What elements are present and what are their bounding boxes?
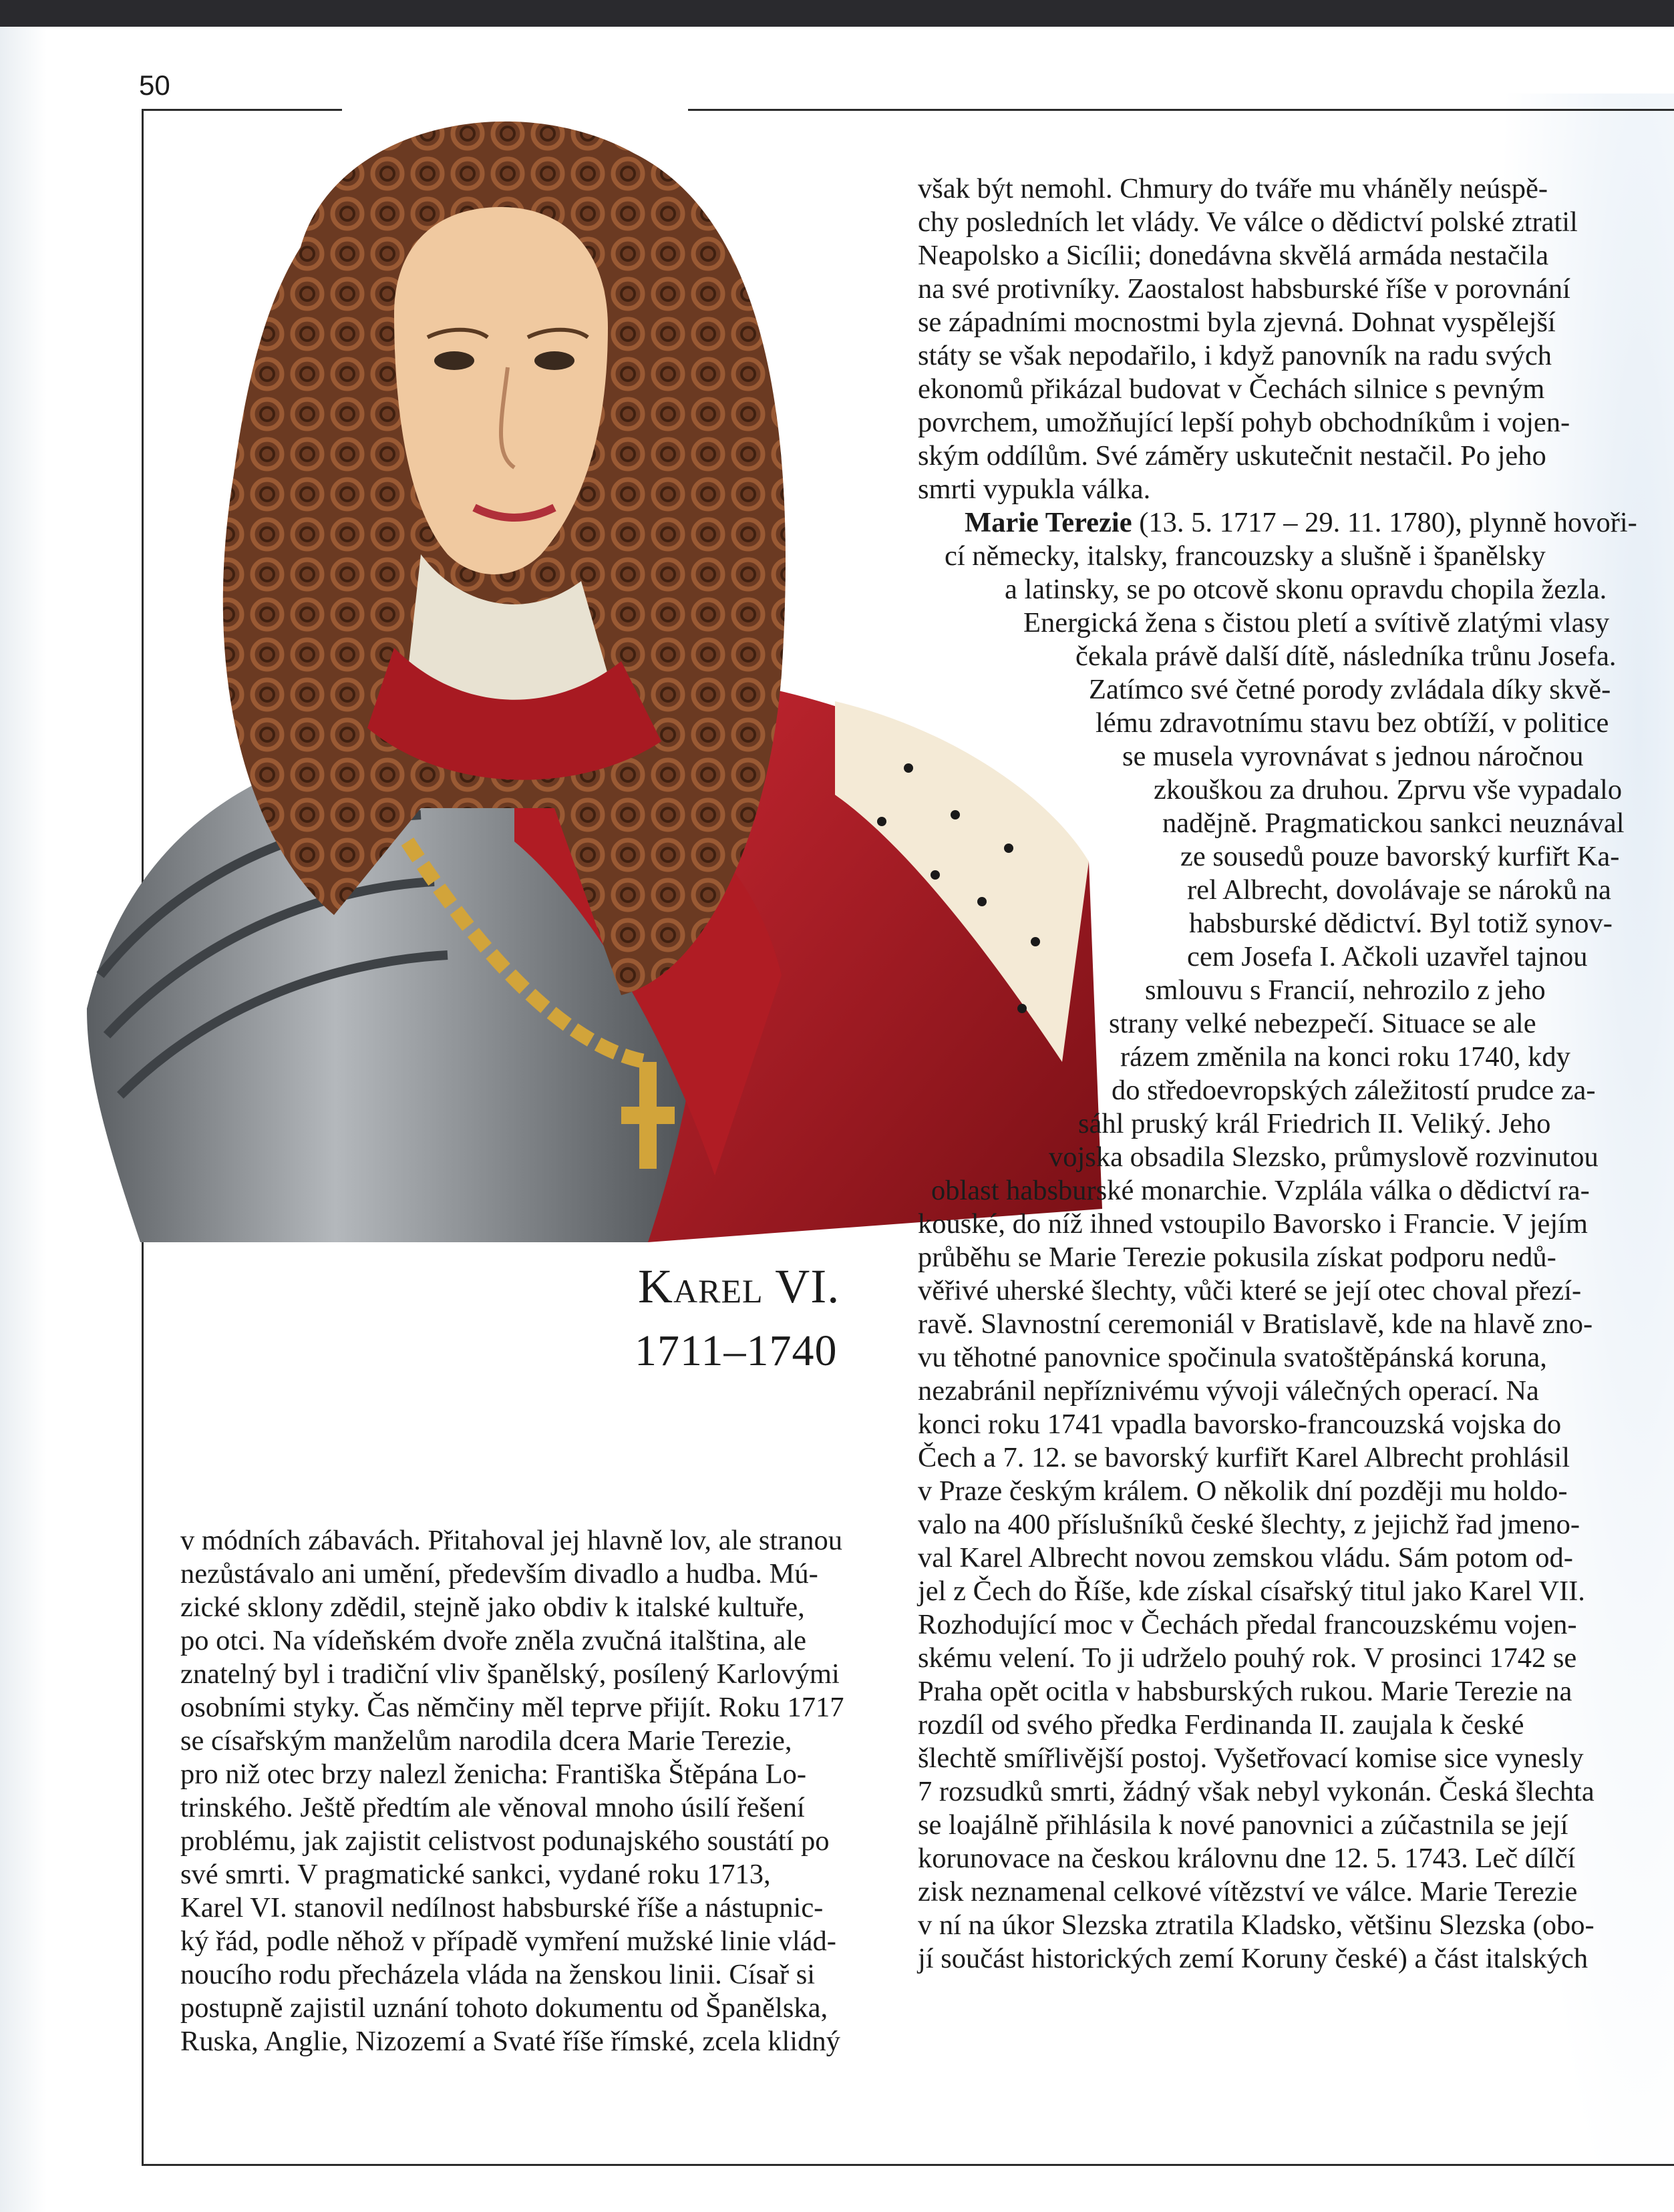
left-line: Karel VI. stanovil nedílnost habsburské říše a nástupnic- — [180, 1892, 824, 1923]
right-line: vojska obsadila Slezsko, průmyslově rozvinutou — [1049, 1141, 1599, 1173]
right-line: konci roku 1741 vpadla bavorsko-francouzská vojska do — [918, 1409, 1562, 1440]
right-line: Praha opět ocitla v habsburských rukou. Marie Terezie na — [918, 1676, 1572, 1707]
right-line: strany velké nebezpečí. Situace se ale — [1109, 1008, 1536, 1039]
left-line: se císařským manželům narodila dcera Marie Terezie, — [180, 1725, 792, 1757]
right-line: oblast habsburské monarchie. Vzplála válka o dědictví ra- — [931, 1175, 1590, 1206]
right-line: však být nemohl. Chmury do tváře mu vháněly neúspě- — [918, 173, 1548, 204]
right-line: průběhu se Marie Terezie pokusila získat podporu nedů- — [918, 1242, 1556, 1273]
right-line: jel z Čech do Říše, kde získal císařský titul jako Karel VII. — [918, 1576, 1585, 1607]
right-line: v Praze českým králem. O několik dní později mu holdo- — [918, 1475, 1568, 1507]
right-line: se musela vyrovnávat s jednou náročnou — [1122, 741, 1584, 772]
right-line: jí součást historických zemí Koruny české) a část italských — [918, 1943, 1588, 1974]
right-line: vu těhotné panovnice spočinula svatoštěpánská koruna, — [918, 1342, 1547, 1373]
right-line: smlouvu s Francií, nehrozilo z jeho — [1145, 974, 1546, 1006]
right-line: ským oddílům. Své záměry uskutečnit nestačil. Po jeho — [918, 440, 1546, 472]
right-line: ekonomů přikázal budovat v Čechách silnice s pevným — [918, 373, 1545, 405]
right-line: Čech a 7. 12. se bavorský kurfiřt Karel Albrecht prohlásil — [918, 1442, 1570, 1473]
right-line: cem Josefa I. Ačkoli uzavřel tajnou — [1187, 941, 1588, 972]
left-line: pro niž otec brzy nalezl ženicha: Františka Štěpána Lo- — [180, 1759, 806, 1790]
page-number: 50 — [139, 69, 170, 101]
right-line: Energická žena s čistou pletí a svítivě zlatými vlasy — [1023, 607, 1610, 638]
right-line: do středoevropských záležitostí prudce za- — [1112, 1075, 1596, 1106]
left-line: znatelný byl i tradiční vliv španělský, posílený Karlovými — [180, 1658, 840, 1690]
right-line: se západními mocnostmi byla zjevná. Dohnat vyspělejší — [918, 307, 1556, 338]
left-line: nezůstávalo ani umění, především divadlo a hudba. Mú- — [180, 1558, 818, 1590]
right-line: kouské, do níž ihned vstoupilo Bavorsko i Francie. V jejím — [918, 1208, 1588, 1240]
right-line: ze sousedů pouze bavorský kurfiřt Ka- — [1180, 841, 1620, 872]
left-line: po otci. Na vídeňském dvoře zněla zvučná italština, ale — [180, 1625, 807, 1656]
right-line: povrchem, umožňující lepší pohyb obchodníkům i vojen- — [918, 407, 1570, 438]
right-line: sáhl pruský král Friedrich II. Veliký. Jeho — [1078, 1108, 1551, 1139]
right-line: cí německy, italsky, francouzsky a slušně i španělsky — [945, 540, 1546, 572]
right-line: v ní na úkor Slezska ztratila Kladsko, většinu Slezska (obo- — [918, 1909, 1595, 1941]
right-line: věřivé uherské šlechty, vůči které se její otec choval přezí- — [918, 1275, 1582, 1306]
right-line: habsburské dědictví. Byl totiž synov- — [1189, 908, 1613, 939]
portrait-caption-name: Karel VI. — [638, 1260, 840, 1313]
right-line: skému velení. To ji udrželo pouhý rok. V prosinci 1742 se — [918, 1642, 1577, 1674]
right-line: čekala právě další dítě, následníka trůnu Josefa. — [1075, 640, 1617, 672]
left-line: trinského. Ještě předtím ale věnoval mnoho úsilí řešení — [180, 1792, 805, 1823]
right-line: nezabránil nepříznivému vývoji válečných operací. Na — [918, 1375, 1539, 1407]
left-line: v módních zábavách. Přitahoval jej hlavně lov, ale stranou — [180, 1525, 842, 1556]
right-line: Rozhodující moc v Čechách předal francouzskému vojen- — [918, 1609, 1577, 1640]
left-line: své smrti. V pragmatické sankci, vydané roku 1713, — [180, 1859, 771, 1890]
right-line: rozdíl od svého předka Ferdinanda II. zaujala k české — [918, 1709, 1524, 1740]
right-line: ravě. Slavnostní ceremoniál v Bratislavě, kde na hlavě zno- — [918, 1308, 1593, 1340]
right-line: šlechtě smířlivější postoj. Vyšetřovací komise sice vynesly — [918, 1742, 1584, 1774]
right-line: smrti vypukla válka. — [918, 474, 1151, 505]
right-line: valo na 400 příslušníků české šlechty, z jejichž řad jmeno- — [918, 1509, 1580, 1540]
right-line: rel Albrecht, dovolávaje se nároků na — [1187, 874, 1611, 906]
right-line: zisk neznamenal celkové vítězství ve válce. Marie Terezie — [918, 1876, 1578, 1907]
left-line: noucího rodu přecházela vláda na ženskou linii. Císař si — [180, 1959, 816, 1990]
frame-rule-bottom — [142, 2164, 1674, 2166]
right-line: zkouškou za druhou. Zprvu vše vypadalo — [1154, 774, 1623, 805]
right-line: státy se však nepodařilo, i když panovník na radu svých — [918, 340, 1552, 371]
right-line-with-lead — [965, 506, 1637, 540]
left-line: problému, jak zajistit celistvost podunajského soustátí po — [180, 1825, 830, 1857]
right-line: rázem změnila na konci roku 1740, kdy — [1120, 1041, 1570, 1073]
left-line: postupně zajistil uznání tohoto dokumentu od Španělska, — [180, 1992, 828, 2024]
right-line: val Karel Albrecht novou zemskou vládu. Sám potom od- — [918, 1542, 1573, 1574]
left-line: ký řád, podle něhož v případě vymření mužské linie vlád- — [180, 1925, 836, 1957]
right-line: a latinsky, se po otcově skonu opravdu chopila žezla. — [1005, 574, 1607, 605]
right-line: 7 rozsudků smrti, žádný však nebyl vykonán. Česká šlechta — [918, 1776, 1595, 1807]
left-line: zické sklony zdědil, stejně jako obdiv k italské kultuře, — [180, 1592, 805, 1623]
scan-left-shade — [0, 27, 47, 2212]
section-lead-marie-terezie: Marie Terezie — [965, 507, 1132, 538]
right-line: se loajálně přihlásila k nové panovnici a zúčastnila se její — [918, 1809, 1568, 1841]
right-line: Neapolsko a Sicílii; donedávna skvělá armáda nestačila — [918, 240, 1549, 271]
right-line: korunovace na českou královnu dne 12. 5. 1743. Leč dílčí — [918, 1843, 1576, 1874]
left-line: Ruska, Anglie, Nizozemí a Svaté říše římské, zcela klidný — [180, 2026, 840, 2057]
scan-top-band — [0, 0, 1674, 27]
right-line: lému zdravotnímu stavu bez obtíží, v politice — [1096, 707, 1609, 739]
right-line: nadějně. Pragmatickou sankci neuznával — [1162, 807, 1625, 839]
portrait-caption-years: 1711–1740 — [635, 1326, 838, 1375]
right-line: Zatímco své četné porody zvládala díky skvě- — [1089, 674, 1611, 705]
right-line: chy posledních let vlády. Ve válce o dědictví polské ztratil — [918, 206, 1578, 238]
left-line: osobními styky. Čas němčiny měl teprve přijít. Roku 1717 — [180, 1692, 844, 1723]
right-line: (13. 5. 1717 – 29. 11. 1780), plynně hovoři- — [1139, 507, 1637, 538]
right-line: na své protivníky. Zaostalost habsburské říše v porovnání — [918, 273, 1570, 305]
